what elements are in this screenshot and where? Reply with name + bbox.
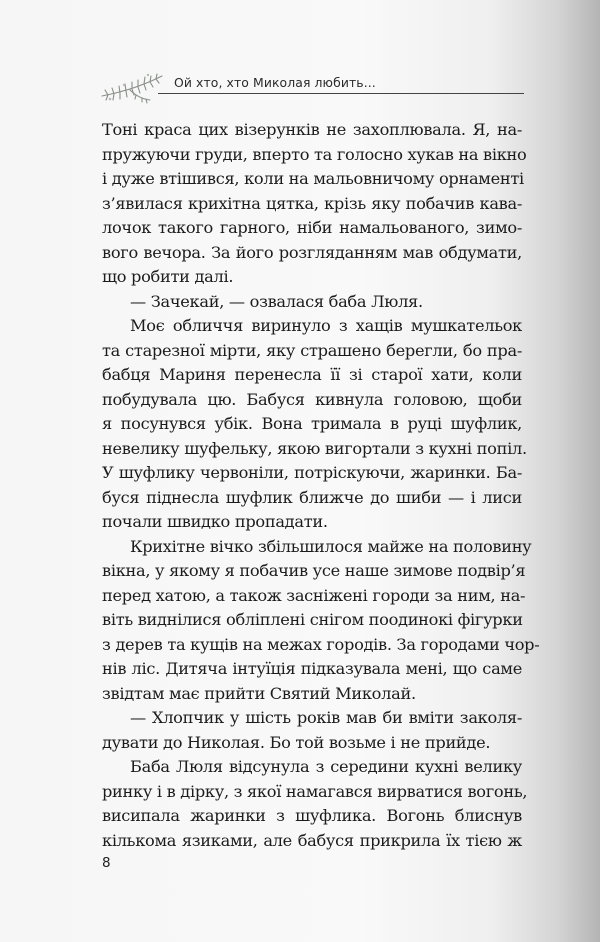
body-text [102,118,540,853]
text-line: Баба Люля відсунула з середини кухні велику [130,757,522,776]
text-line: вікна, у якому я побачив усе наше зимове подвір’я [102,561,526,580]
pine-sprig-icon [100,66,170,106]
text-line: побудувала цю. Бабуся кивнула головою, щоби [102,389,522,409]
text-line: що робити далі. [102,267,234,286]
text-line: ринку і в дірку, з якої намагався вирватися вогонь, [102,781,528,801]
text-line: буся піднесла шуфлик ближче до шиби — і лиси [102,487,522,507]
page-number: 8 [102,855,111,871]
text-line: і дуже втішився, коли на мальовничому орнаменті [102,169,524,188]
page-header [100,66,524,106]
text-line: звідтам має прийти Святий Миколай. [102,683,416,703]
text-line: з’явилася крихітна цятка, крізь яку побачив кава- [102,193,522,213]
text-line: почали швидко пропадати. [102,512,328,531]
text-line: вого вечора. За його розгляданням мав обдумати, [102,242,522,262]
text-line: Моє обличчя виринуло з хащів мушкательок [130,316,522,335]
text-line: — Хлопчик у шість років мав би вміти заколя- [130,708,522,727]
text-line: кількома язиками, але бабуся прикрила їх тією ж [102,830,522,850]
text-line: з дерев та кущів на межах городів. За городами чор- [102,634,540,654]
text-line: пружуючи груди, вперто та голосно хукав на вікно [102,144,527,164]
text-line: та старезної мірти, яку страшено берегли, бо пра- [102,340,522,360]
text-line: висипала жаринки з шуфлика. Вогонь блиснув [102,806,522,825]
header-rule [158,93,524,94]
text-line: перед хатою, а також засніжені городи за ним, на- [102,585,526,605]
text-line: я посунувся убік. Вона тримала в руці шуфлик, [102,414,522,433]
text-line: дувати до Николая. Бо той возьме і не прийде. [102,732,491,752]
text-line: У шуфлику червоніли, потріскуючи, жаринки. Ба- [102,463,522,482]
running-head: Ой хто, хто Миколая любить... [174,75,376,90]
text-line: невелику шуфельку, якою вигортали з кухні попіл. [102,438,527,458]
text-line: Крихітне вічко збільшилося майже на половину [130,536,532,556]
text-line: лочок такого гарного, ніби намальованого, зимо- [102,218,522,237]
text-line: нів ліс. Дитяча інтуїція підказувала мені, що саме [102,659,522,678]
text-line: бабця Мариня перенесла її зі старої хати, коли [102,365,522,384]
text-line: віть виднілися обліплені снігом поодинокі фігурки [102,610,523,629]
text-line: — Зачекай, — озвалася баба Люля. [130,291,423,311]
text-line: Тоні краса цих візерунків не захоплювала. Я, на- [102,120,522,139]
